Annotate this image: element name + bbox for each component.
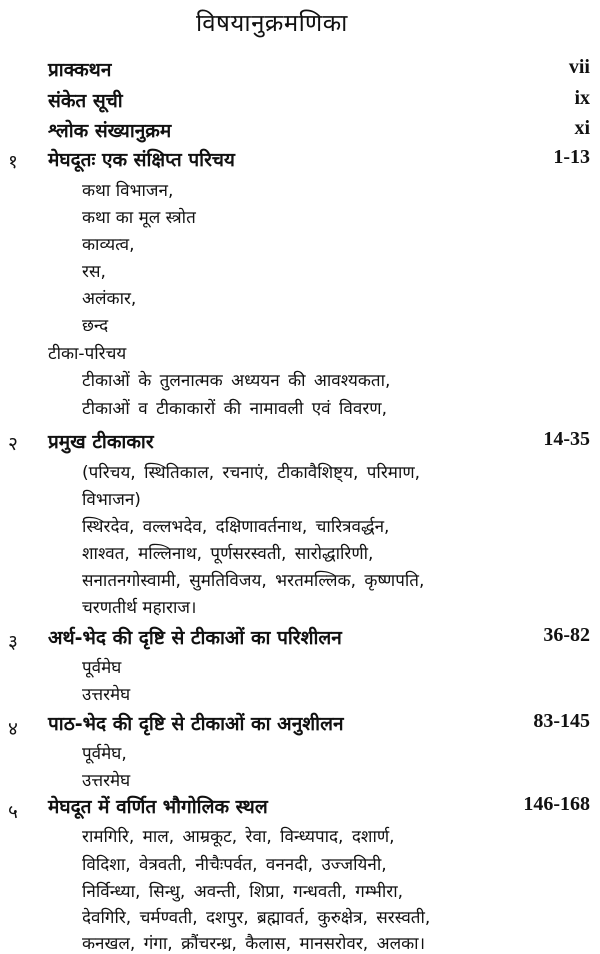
toc-subitem: पूर्वमेघ,	[82, 744, 127, 764]
toc-subitem: उत्तरमेघ	[82, 771, 131, 791]
chapter-number: १	[8, 151, 18, 173]
chapter-pages: 83-145	[533, 710, 590, 732]
toc-page-abbreviations: ix	[574, 87, 590, 109]
chapter-title: प्रमुख टीकाकार	[48, 431, 154, 453]
toc-subitem: छन्द	[82, 316, 109, 336]
toc-subitem: कनखल, गंगा, क्रौंचरन्ध्र, कैलास, मानसरोवर, अलका।	[82, 934, 426, 954]
toc-section-heading: टीका-परिचय	[48, 344, 127, 364]
toc-subitem: शाश्वत, मल्लिनाथ, पूर्णसरस्वती, सारोद्धारिणी,	[82, 544, 374, 564]
toc-subitem: कथा का मूल स्त्रोत	[82, 208, 196, 228]
chapter-pages: 14-35	[543, 428, 590, 450]
toc-subitem: रस,	[82, 262, 106, 282]
toc-subitem: (परिचय, स्थितिकाल, रचनाएं, टीकावैशिष्ट्य, परिमाण,	[82, 463, 421, 483]
toc-subitem: काव्यत्व,	[82, 235, 135, 255]
toc-page-verse-index: xi	[574, 117, 590, 139]
toc-subitem: सनातनगोस्वामी, सुमतिविजय, भरतमल्लिक, कृष्णपति,	[82, 571, 425, 591]
chapter-title: मेघदूत में वर्णित भौगोलिक स्थल	[48, 796, 268, 818]
chapter-title: अर्थ-भेद की दृष्टि से टीकाओं का परिशीलन	[48, 627, 342, 649]
toc-subitem: रामगिरि, माल, आम्रकूट, रेवा, विन्ध्यपाद, दशार्ण,	[82, 827, 395, 847]
toc-subitem: चरणतीर्थ महाराज।	[82, 598, 197, 618]
toc-subitem: पूर्वमेघ	[82, 658, 122, 678]
chapter-number: ४	[8, 718, 18, 740]
toc-subitem: कथा विभाजन,	[82, 181, 174, 201]
chapter-pages: 36-82	[543, 624, 590, 646]
toc-subitem: देवगिरि, चर्मण्वती, दशपुर, ब्रह्मावर्त, कुरुक्षेत्र, सरस्वती,	[82, 908, 431, 928]
chapter-number: ५	[8, 801, 18, 823]
toc-entry-preface: प्राक्कथन	[48, 59, 112, 81]
toc-subitem: टीकाओं व टीकाकारों की नामावली एवं विवरण,	[82, 399, 387, 419]
page-title: विषयानुक्रमणिका	[196, 9, 348, 37]
toc-subitem: टीकाओं के तुलनात्मक अध्ययन की आवश्यकता,	[82, 371, 391, 391]
toc-page-preface: vii	[568, 56, 590, 78]
toc-entry-abbreviations: संकेत सूची	[48, 90, 123, 112]
toc-entry-verse-index: श्लोक संख्यानुक्रम	[48, 120, 172, 142]
toc-subitem: विदिशा, वेत्रवती, नीचैःपर्वत, वननदी, उज्जयिनी,	[82, 855, 387, 875]
toc-subitem: निर्विन्ध्या, सिन्धु, अवन्ती, शिप्रा, गन्धवती, गम्भीरा,	[82, 882, 404, 902]
chapter-number: ३	[8, 631, 18, 653]
chapter-pages: 1-13	[553, 146, 590, 168]
toc-subitem: अलंकार,	[82, 289, 137, 309]
toc-subitem: विभाजन)	[82, 490, 141, 510]
chapter-number: २	[8, 433, 18, 455]
chapter-pages: 146-168	[523, 793, 590, 815]
toc-subitem: उत्तरमेघ	[82, 685, 131, 705]
chapter-title: पाठ-भेद की दृष्टि से टीकाओं का अनुशीलन	[48, 713, 344, 735]
toc-subitem: स्थिरदेव, वल्लभदेव, दक्षिणावर्तनाथ, चारित्रवर्द्धन,	[82, 517, 390, 537]
chapter-title: मेघदूतः एक संक्षिप्त परिचय	[48, 149, 235, 171]
